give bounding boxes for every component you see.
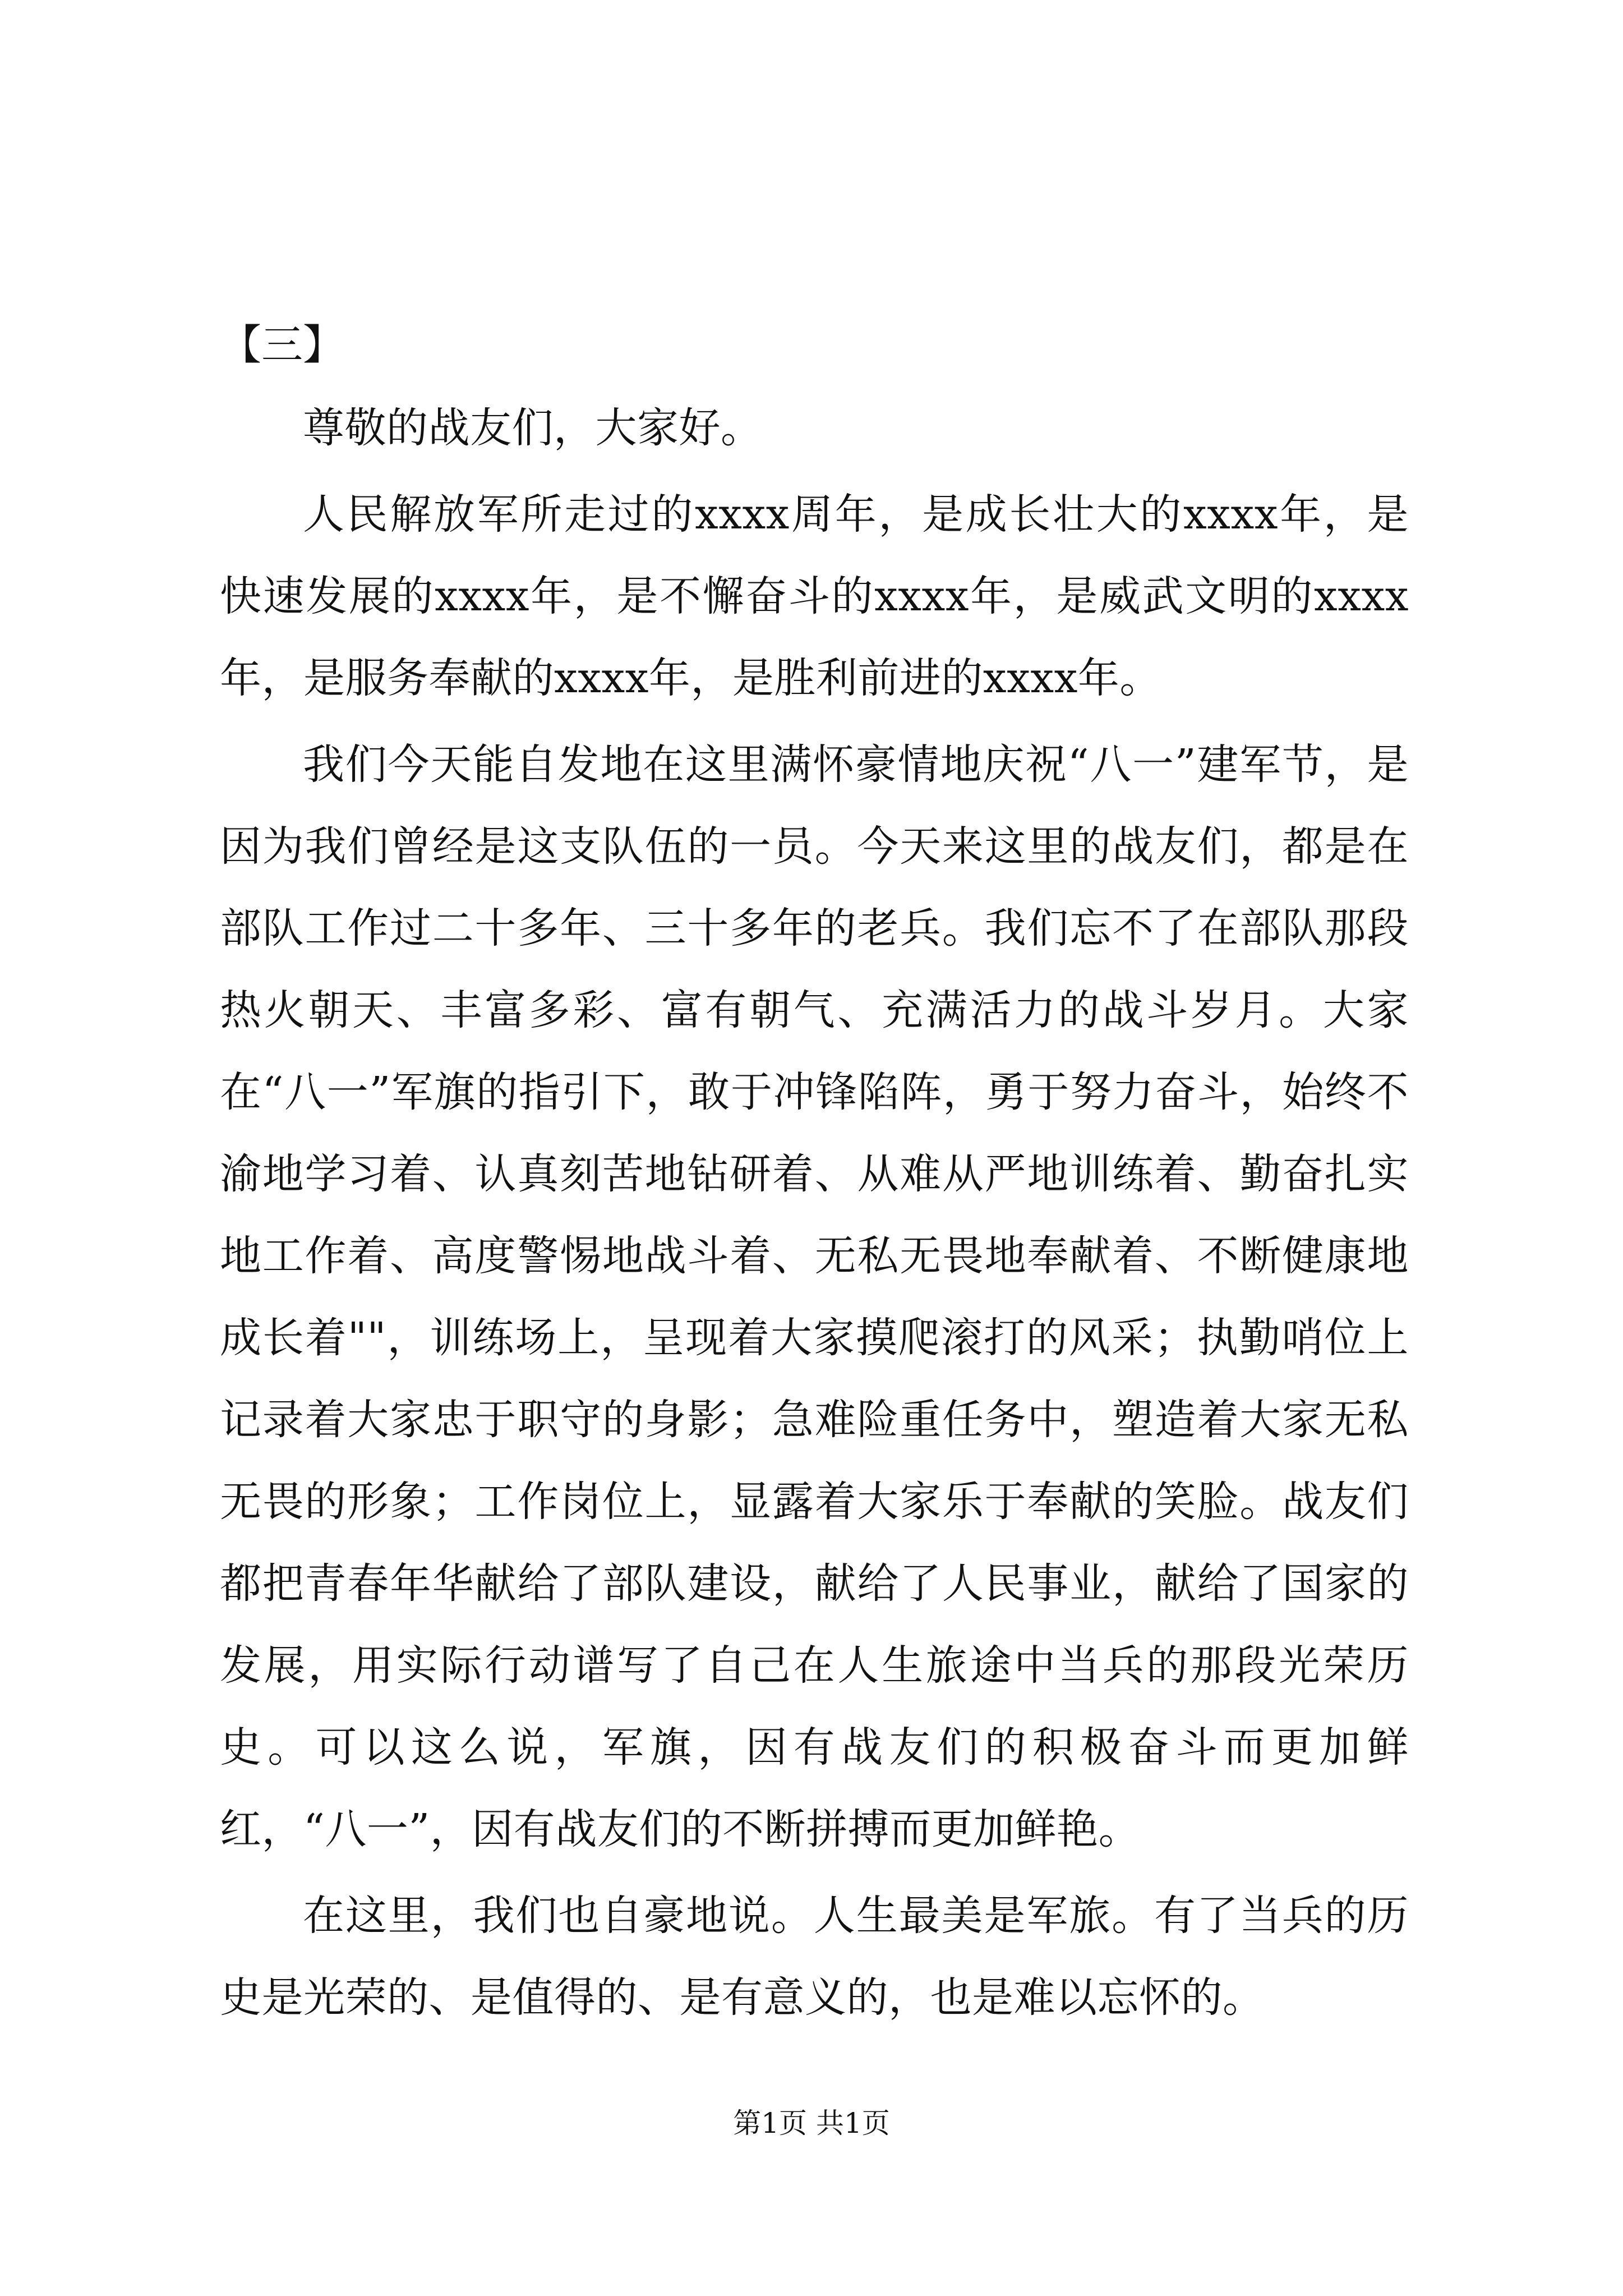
paragraph-greeting: 尊敬的战友们，大家好。: [303, 404, 763, 452]
paragraph-memories: 我们今天能自发地在这里满怀豪情地庆祝“八一”建军节，是因为我们曾经是这支队伍的一员。今天来这里的战友们，都是在部队工作过二十多年、三十多年的老兵。我们忘不了在部队那段热火朝天、丰富多彩、富有朝气、充满活力的战斗岁月。大家在“八一”军旗的指引下，敢于冲锋陷阵，勇于努力奋斗，始终不渝地学习着、认真刻苦地钻研着、从难从严地训练着、勤奋扎实地工作着、高度警惕地战斗着、无私无畏地奉献着、不断健康地成长着""，训练场上，呈现着大家摸爬滚打的风采；执勤哨位上记录着大家忠于职守的身影；急难险重任务中，塑造着大家无私无畏的形象；工作岗位上，显露着大家乐于奉献的笑脸。战友们都把青春年华献给了部队建设，献给了人民事业，献给了国家的发展，用实际行动谱写了自己在人生旅途中当兵的那段光荣历史。可以这么说，军旗，因有战友们的积极奋斗而更加鲜红，“八一”，因有战友们的不断拼搏而更加鲜艳。: [220, 740, 1409, 1853]
paragraph-closing: 在这里，我们也自豪地说。人生最美是军旅。有了当兵的历史是光荣的、是值得的、是有意义的，也是难以忘怀的。: [220, 1892, 1409, 2022]
page-footer: 第1页 共1页: [733, 2107, 890, 2139]
document-body: [220, 303, 1409, 2043]
section-heading: 【三】: [220, 321, 344, 369]
paragraph-anniversary: 人民解放军所走过的xxxx周年，是成长壮大的xxxx年，是快速发展的xxxx年，是不懈奋斗的xxxx年，是威武文明的xxxx年，是服务奉献的xxxx年，是胜利前进的xxxx年。: [220, 490, 1409, 702]
